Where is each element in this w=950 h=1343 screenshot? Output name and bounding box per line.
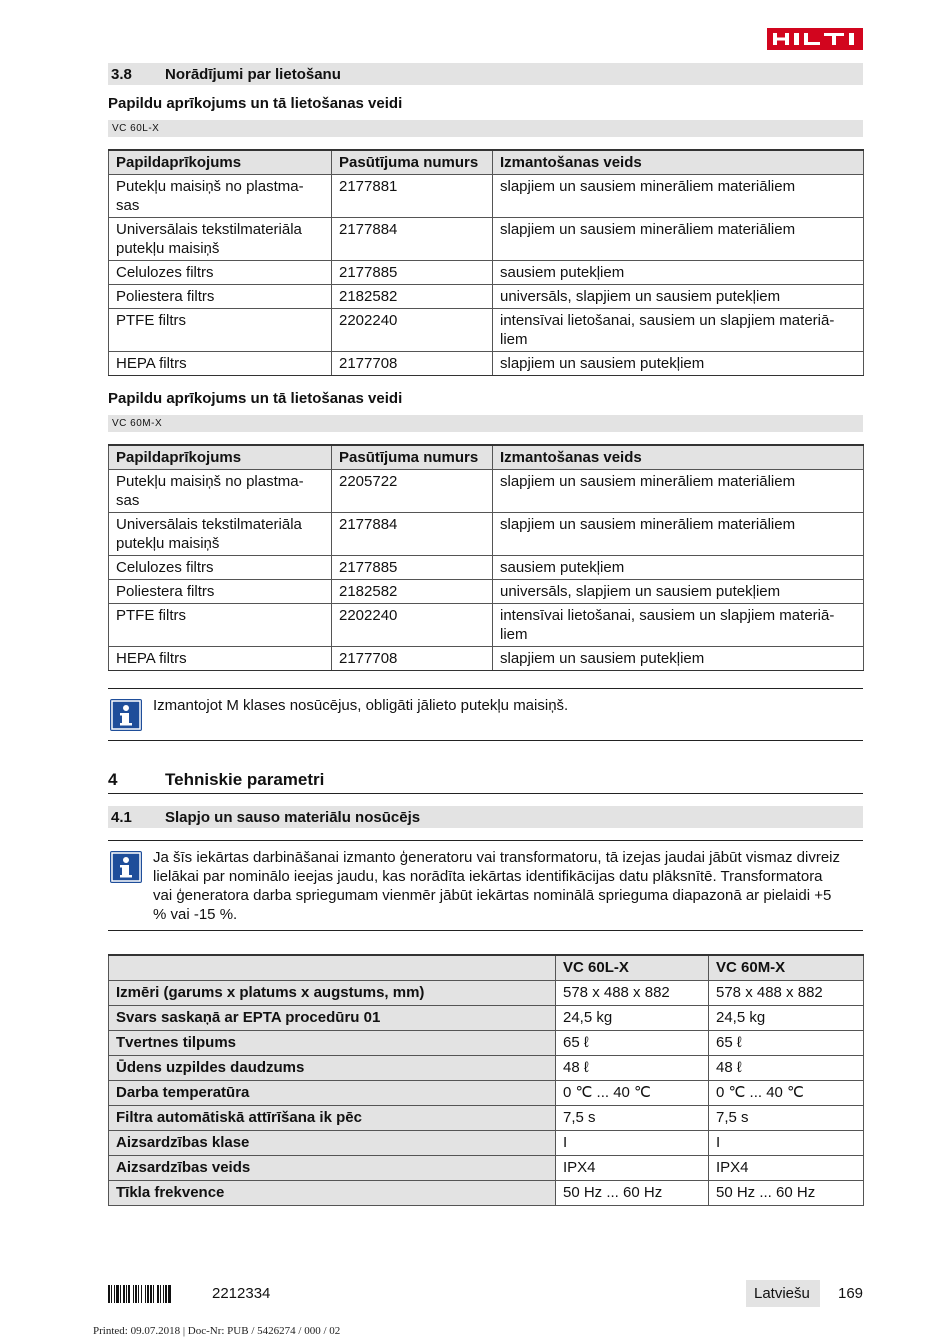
column-header: Papildaprīkojums [109, 445, 332, 470]
section-number: 4.1 [111, 809, 132, 826]
table-row [109, 1056, 864, 1081]
table-cell: 7,5 s [709, 1106, 864, 1131]
divider [108, 688, 863, 689]
table-cell: 2177884 [332, 513, 493, 556]
table-cell: 578 x 488 x 882 [709, 981, 864, 1006]
section-3-8-header [108, 63, 863, 85]
table-row [109, 175, 864, 218]
table-cell: 0 ℃ ... 40 ℃ [556, 1081, 709, 1106]
table-cell: Filtra automātiskā attīrīšana ik pēc [109, 1106, 556, 1131]
table-cell: slapjiem un sausiem putekļiem [493, 352, 864, 376]
section-title: Slapjo un sauso materiālu nosūcējs [165, 809, 421, 826]
hilti-logo [767, 28, 863, 50]
table-row [109, 1081, 864, 1106]
table-cell: HEPA filtrs [109, 352, 332, 376]
note-line: % vai -15 %. [153, 906, 238, 923]
table-cell: universāls, slapjiem un sausiem putekļiem [493, 285, 864, 309]
note-line: vai ģeneratora darba spriegumam vienmēr jābūt iekārtas nominālā sprieguma diapazonā ar pielaidi +5 [153, 887, 832, 904]
table-cell: Darba temperatūra [109, 1081, 556, 1106]
table-cell: Universālais tekstilmateriāla putekļu maisiņš [109, 218, 332, 261]
table-cell: Poliestera filtrs [109, 285, 332, 309]
table-row [109, 647, 864, 671]
section-title: Norādījumi par lietošanu [165, 66, 341, 83]
table1-heading: Papildu aprīkojums un tā lietošanas veidi [108, 95, 403, 112]
table-cell: sausiem putekļiem [493, 556, 864, 580]
table-row [109, 261, 864, 285]
table-cell: 50 Hz ... 60 Hz [556, 1181, 709, 1206]
table-row [109, 1131, 864, 1156]
table-cell: PTFE filtrs [109, 604, 332, 647]
table-cell: 2177708 [332, 647, 493, 671]
table-cell: slapjiem un sausiem minerāliem materiāliem [493, 513, 864, 556]
table-row [109, 580, 864, 604]
language-label: Latviešu [754, 1285, 810, 1302]
divider [108, 930, 863, 931]
divider [108, 740, 863, 741]
table-row [109, 285, 864, 309]
table-row [109, 1181, 864, 1206]
table-row [109, 309, 864, 352]
language-label-box [746, 1280, 820, 1307]
table-cell: 65 ℓ [556, 1031, 709, 1056]
note-line: lielākai par nominālo ieejas jaudu, kas norādīta iekārtas identifikācijas datu plāksnītē. Transformatora [153, 868, 823, 885]
table-cell: 48 ℓ [556, 1056, 709, 1081]
divider [108, 840, 863, 841]
table-cell: I [556, 1131, 709, 1156]
note-generator [153, 848, 865, 924]
column-header: Pasūtījuma numurs [332, 445, 493, 470]
table-row [109, 1106, 864, 1131]
chapter-title: Tehniskie parametri [165, 770, 325, 789]
table-row [109, 1006, 864, 1031]
table-cell: slapjiem un sausiem putekļiem [493, 647, 864, 671]
chapter-number: 4 [108, 770, 118, 789]
table-cell: 65 ℓ [709, 1031, 864, 1056]
table-cell: 2177885 [332, 556, 493, 580]
table-cell: Putekļu maisiņš no plastma- sas [109, 470, 332, 513]
table-cell: 2177885 [332, 261, 493, 285]
table-cell: I [709, 1131, 864, 1156]
table-cell: slapjiem un sausiem minerāliem materiāliem [493, 175, 864, 218]
info-icon [110, 851, 142, 883]
table-cell: sausiem putekļiem [493, 261, 864, 285]
accessories-table-vc60m [108, 444, 864, 671]
column-header: VC 60M-X [709, 955, 864, 981]
column-header: Izmantošanas veids [493, 445, 864, 470]
page-number: 169 [838, 1285, 864, 1302]
table-cell: Poliestera filtrs [109, 580, 332, 604]
table-cell: Aizsardzības klase [109, 1131, 556, 1156]
technical-data-table [108, 954, 864, 1206]
doc-number: 2212334 [212, 1285, 271, 1302]
table-cell: Tvertnes tilpums [109, 1031, 556, 1056]
table-row [109, 352, 864, 376]
table-cell: Aizsardzības veids [109, 1156, 556, 1181]
column-header: Pasūtījuma numurs [332, 150, 493, 175]
table-cell: 7,5 s [556, 1106, 709, 1131]
table-cell: Ūdens uzpildes daudzums [109, 1056, 556, 1081]
table-cell: Putekļu maisiņš no plastma- sas [109, 175, 332, 218]
table-cell: Celulozes filtrs [109, 556, 332, 580]
column-header: Papildaprīkojums [109, 150, 332, 175]
column-header: Izmantošanas veids [493, 150, 864, 175]
table-row [109, 1031, 864, 1056]
table-cell: Tīkla frekvence [109, 1181, 556, 1206]
table-cell: Celulozes filtrs [109, 261, 332, 285]
table-row [109, 604, 864, 647]
table-cell: 0 ℃ ... 40 ℃ [709, 1081, 864, 1106]
info-icon [110, 699, 142, 731]
section-number: 3.8 [111, 66, 132, 83]
table-cell: 578 x 488 x 882 [556, 981, 709, 1006]
print-info: Printed: 09.07.2018 | Doc-Nr: PUB / 5426274 / 000 / 02 [93, 1325, 341, 1337]
divider [108, 793, 863, 794]
table2-model-bar [108, 415, 863, 432]
column-header: VC 60L-X [556, 955, 709, 981]
table-cell: 2205722 [332, 470, 493, 513]
table-cell: Universālais tekstilmateriāla putekļu maisiņš [109, 513, 332, 556]
table-cell: HEPA filtrs [109, 647, 332, 671]
table2-heading: Papildu aprīkojums un tā lietošanas veidi [108, 390, 403, 407]
table-cell: intensīvai lietošanai, sausiem un slapjiem materiā- liem [493, 604, 864, 647]
table-cell: IPX4 [556, 1156, 709, 1181]
table-cell: slapjiem un sausiem minerāliem materiāliem [493, 218, 864, 261]
table-row [109, 513, 864, 556]
table-row [109, 218, 864, 261]
table-row [109, 1156, 864, 1181]
table-row [109, 981, 864, 1006]
table-cell: 2202240 [332, 309, 493, 352]
table-cell: PTFE filtrs [109, 309, 332, 352]
table-cell: 24,5 kg [556, 1006, 709, 1031]
table-cell: slapjiem un sausiem minerāliem materiāliem [493, 470, 864, 513]
table-cell: 48 ℓ [709, 1056, 864, 1081]
table-cell: intensīvai lietošanai, sausiem un slapjiem materiā- liem [493, 309, 864, 352]
table-cell: 50 Hz ... 60 Hz [709, 1181, 864, 1206]
table-cell: 2177708 [332, 352, 493, 376]
table-row [109, 470, 864, 513]
table-cell: 2182582 [332, 580, 493, 604]
table-cell: 2202240 [332, 604, 493, 647]
accessories-table-vc60l [108, 149, 864, 376]
table-cell: 24,5 kg [709, 1006, 864, 1031]
table2-model: VC 60M-X [112, 418, 163, 429]
table1-model: VC 60L-X [112, 123, 160, 134]
section-4-1-header [108, 806, 863, 828]
barcode [108, 1285, 192, 1303]
table-cell: 2182582 [332, 285, 493, 309]
table-cell: Svars saskaņā ar EPTA procedūru 01 [109, 1006, 556, 1031]
table-cell: universāls, slapjiem un sausiem putekļiem [493, 580, 864, 604]
column-header [109, 955, 556, 981]
note-line: Ja šīs iekārtas darbināšanai izmanto ģeneratoru vai transformatoru, tā izejas jaudai jābūt vismaz divreiz [153, 849, 840, 866]
note-m-class: Izmantojot M klases nosūcējus, obligāti jālieto putekļu maisiņš. [153, 697, 569, 714]
table1-model-bar [108, 120, 863, 137]
table-row [109, 556, 864, 580]
table-cell: 2177884 [332, 218, 493, 261]
table-cell: Izmēri (garums x platums x augstums, mm) [109, 981, 556, 1006]
table-cell: IPX4 [709, 1156, 864, 1181]
table-cell: 2177881 [332, 175, 493, 218]
